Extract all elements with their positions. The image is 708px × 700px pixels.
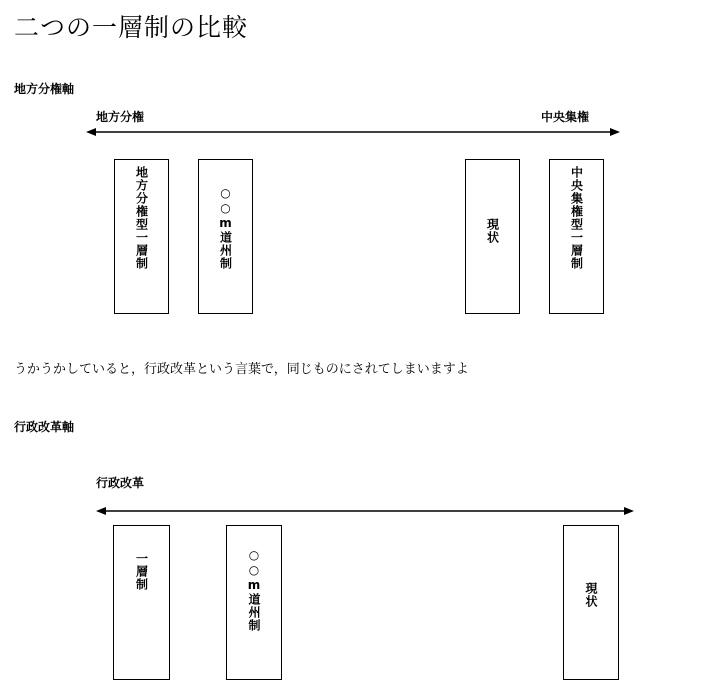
section2-heading: 行政改革軸 — [14, 420, 75, 434]
axis2-box-2 — [226, 525, 282, 680]
axis1-box-3 — [465, 159, 520, 314]
axis2-box-1 — [113, 525, 170, 680]
axis1-left-label: 地方分権 — [96, 110, 145, 124]
page-title: 二つの一層制の比較 — [14, 13, 249, 42]
axis1-right-label: 中央集権 — [541, 110, 590, 124]
axis2-box-3-label: 現状 — [584, 582, 598, 608]
section1-heading: 地方分権軸 — [14, 82, 75, 96]
axis2-double-arrow — [0, 503, 708, 519]
axis2-label: 行政改革 — [96, 476, 145, 490]
axis2-box-3 — [563, 525, 619, 680]
axis1-box-2-label: ○○m道州制 — [218, 186, 233, 270]
warning-sentence: うかうかしていると，行政改革という言葉で，同じものにされてしまいますよ — [14, 362, 469, 377]
axis2-box-1-label: 一層制 — [134, 552, 149, 591]
axis1-box-4-label: 中央集権型一層制 — [569, 166, 584, 270]
axis1-box-2 — [198, 159, 253, 314]
axis1-box-1-label: 地方分権型一層制 — [134, 166, 149, 270]
axis1-box-1 — [114, 159, 169, 314]
axis2-box-2-label: ○○m道州制 — [247, 548, 261, 632]
axis1-box-4 — [549, 159, 604, 314]
axis1-box-3-label: 現状 — [485, 218, 500, 244]
axis1-double-arrow — [0, 124, 708, 140]
